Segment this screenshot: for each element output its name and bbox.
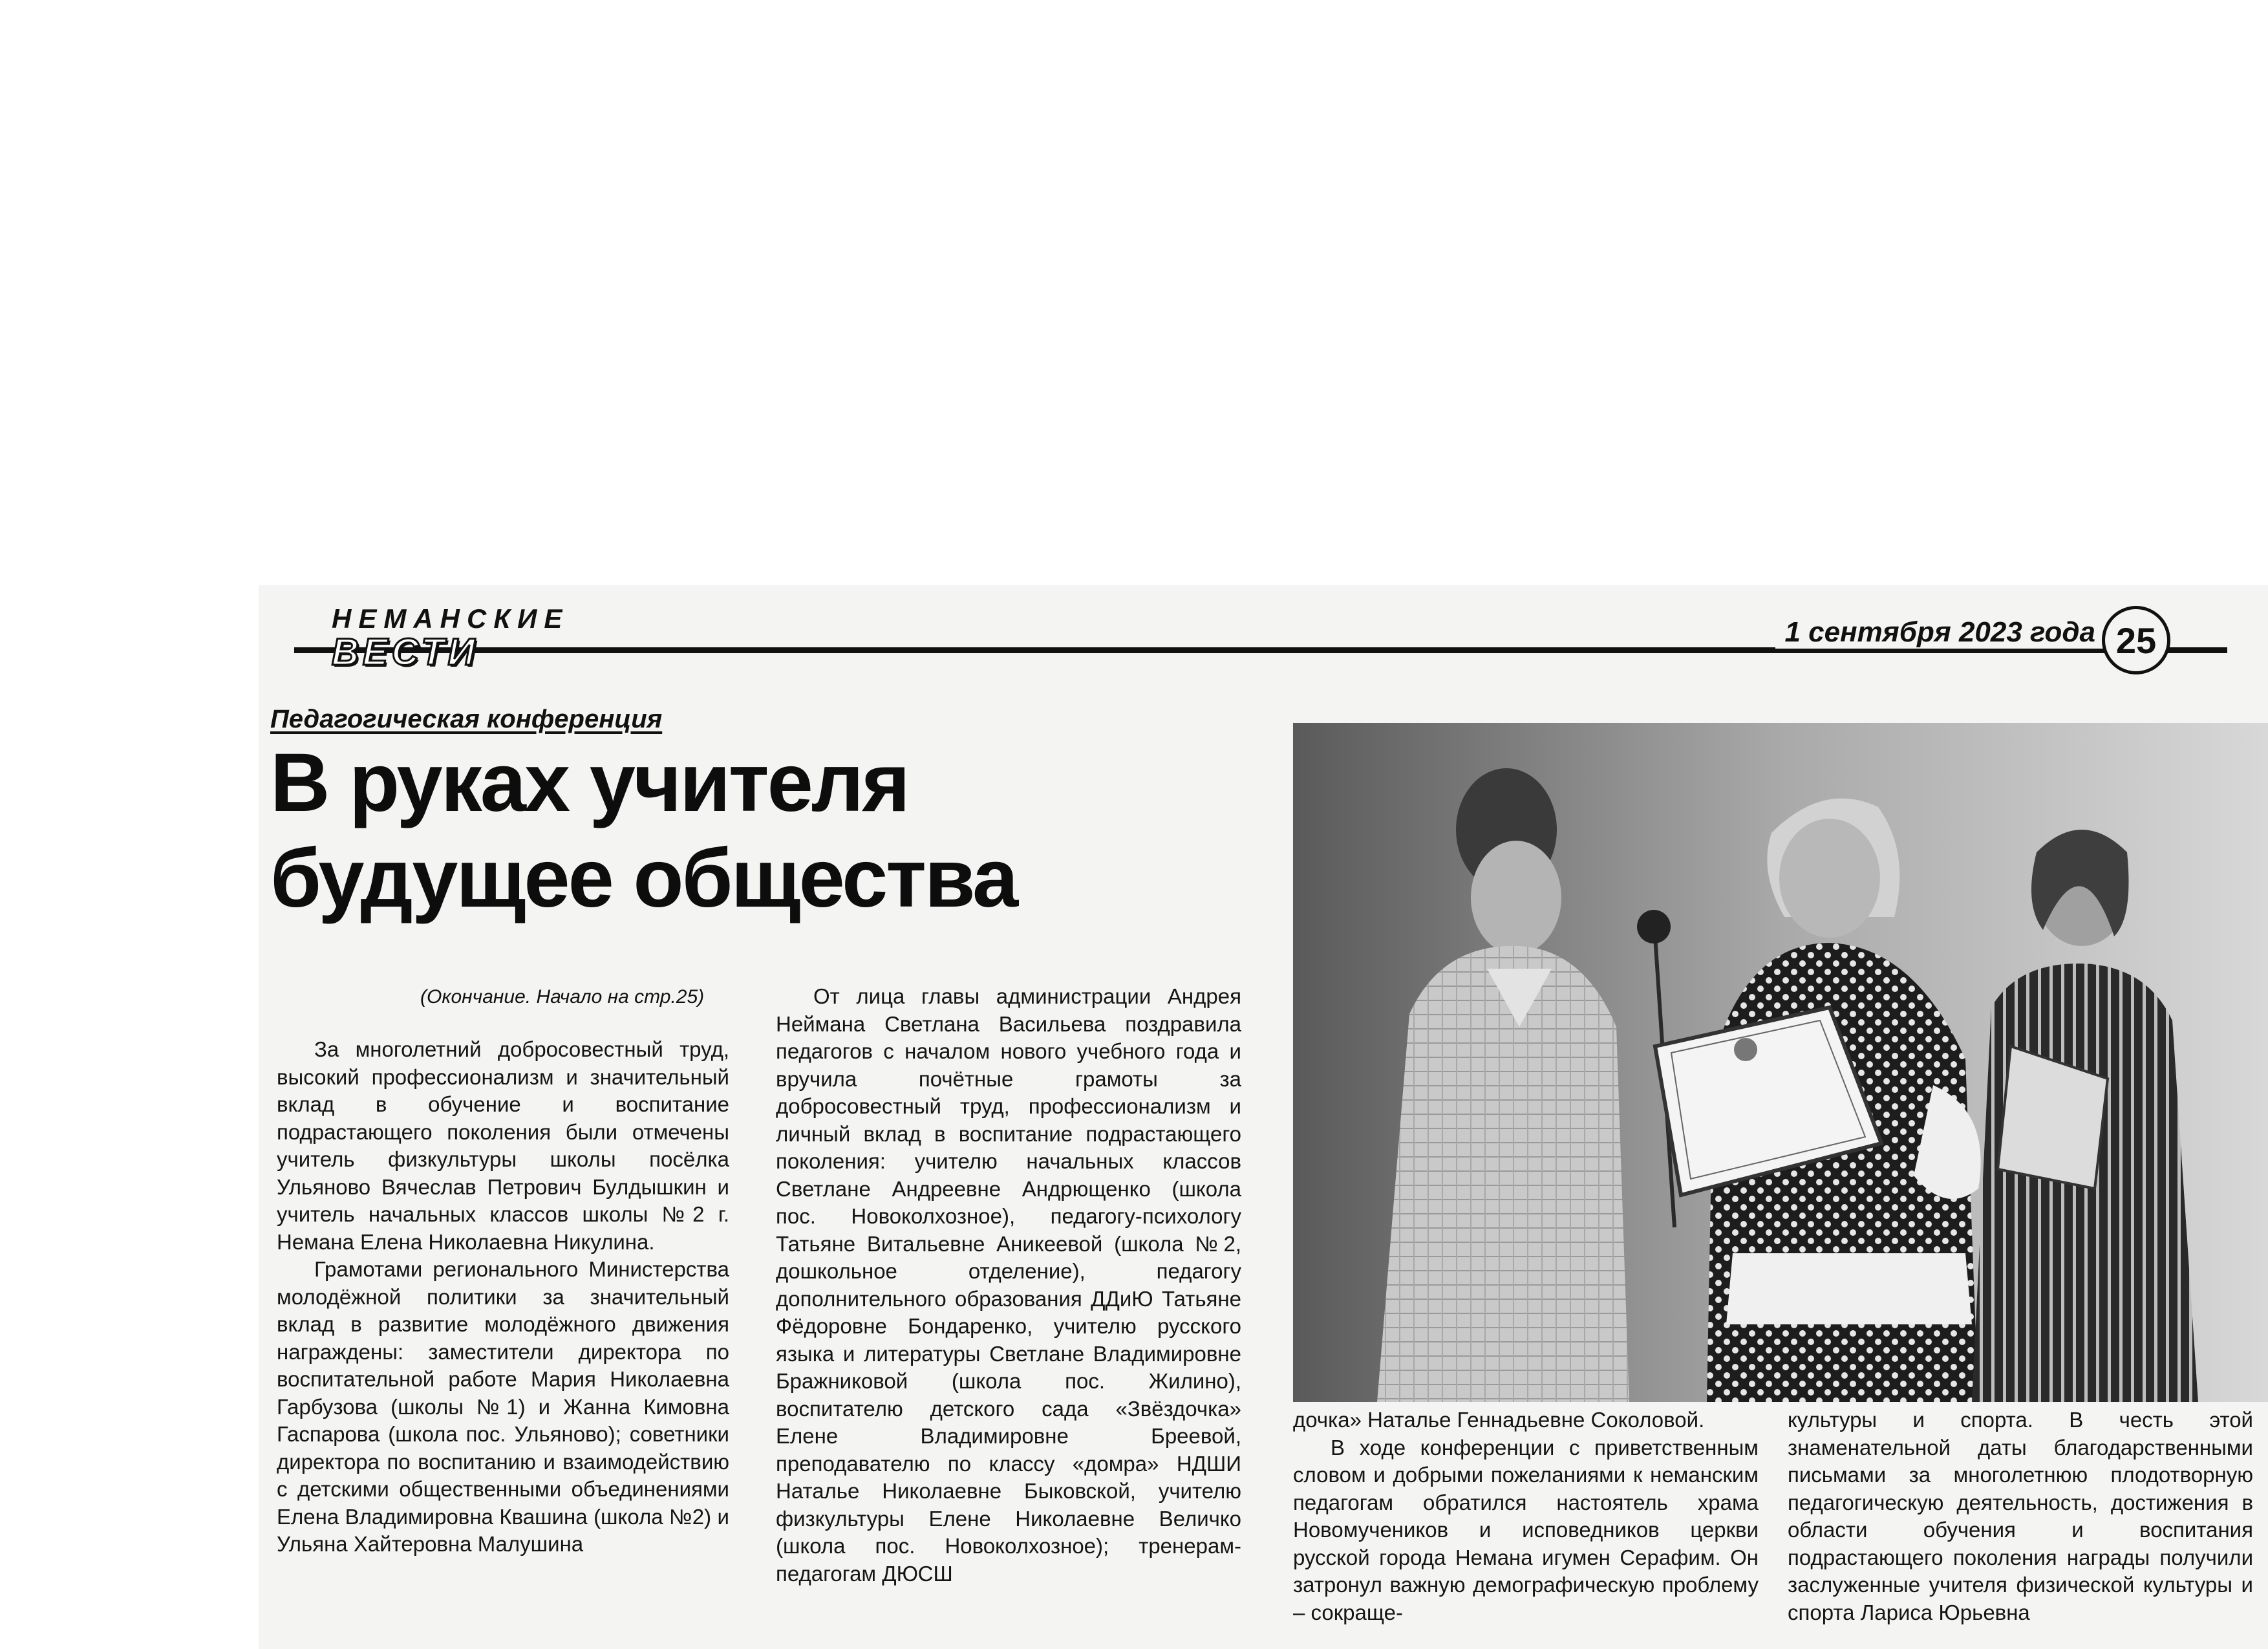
- page-number: 25: [2102, 606, 2170, 674]
- award-ceremony-photo: [1293, 723, 2268, 1402]
- newspaper-title-top: НЕМАНСКИЕ: [332, 603, 570, 634]
- paragraph: В ходе конференции с приветственным словом и добрыми пожеланиями к неманским педагогам обратился настоятель храма Новомучеников и исповедников церкви русской города Немана игумен Серафим. Он затронул важную демографическую проблему – сокраще-: [1293, 1435, 1759, 1624]
- newspaper-page: [259, 585, 2268, 1649]
- article-column-3: [1293, 1406, 1759, 1649]
- paragraph: Грамотами регионального Министерства молодёжной политики за значительный вклад в развитие молодёжного движения награждены: заместители директора по воспитательной работе Мария Николаевна Гарбузова (школы №1) и Жанна Кимовна Гаспарова (школа пос. Ульяново); советники директора по воспитанию и взаимодействию с детскими общественными объединениями Елена Владимировна Квашина (школа №2) и Ульяна Хайтеровна Малушина: [277, 1257, 729, 1556]
- issue-date: 1 сентября 2023 года: [1775, 616, 2104, 649]
- newspaper-title-bottom: ВЕСТИ: [332, 631, 479, 673]
- article-column-2: [776, 983, 1241, 1649]
- headline-line-1: В руках учителя: [270, 737, 908, 829]
- article-headline: [270, 735, 1305, 927]
- article-column-4: [1788, 1406, 2253, 1649]
- headline-line-2: будущее общества: [270, 832, 1017, 925]
- paragraph: дочка» Наталье Геннадьевне Соколовой.: [1293, 1408, 1705, 1432]
- article-column-1: [277, 1036, 729, 1649]
- continuation-note: (Окончание. Начало на стр.25): [420, 986, 705, 1008]
- article-rubric: Педагогическая конференция: [270, 705, 663, 733]
- masthead: [294, 603, 2234, 673]
- paragraph: От лица главы администрации Андрея Неймана Светлана Васильева поздравила педагогов с началом нового учебного года и вручила почётные грамоты за добросовестный труд, профессионализм и личный вклад в воспитание подрастающего поколения: учителю начальных классов Светлане Андреевне Андрющенко (школа пос. Новоколхозное), педагогу-психологу Татьяне Витальевне Аникеевой (школа №2, дошкольное отделение), педагогу дополнительного образования ДДиЮ Татьяне Фёдоровне Бондаренко, учителю русского языка и литературы Светлане Владимировне Бражниковой (школа пос. Жилино), воспитателю детского сада «Звёздочка» Елене Владимировне Бреевой, преподавателю по классу «домра» НДШИ Наталье Николаевне Быковской, учителю физкультуры Елене Николаевне Величко (школа пос. Новоколхозное); тренерам-педагогам ДЮСШ: [776, 984, 1241, 1586]
- paragraph: За многолетний добросовестный труд, высокий профессионализм и значительный вклад в обучение и воспитание подрастающего поколения были отмечены учитель физкультуры школы посёлка Ульяново Вячеслав Петрович Булдышкин и учитель начальных классов школы №2 г. Немана Елена Николаевна Никулина.: [277, 1037, 729, 1254]
- paragraph: культуры и спорта. В честь этой знаменательной даты благодарственными письмами за многолетнюю плодотворную педагогическую деятельность, достижения в области обучения и воспитания подрастающего поколения награды получили заслуженные учителя физической культуры и спорта Лариса Юрьевна: [1788, 1408, 2253, 1624]
